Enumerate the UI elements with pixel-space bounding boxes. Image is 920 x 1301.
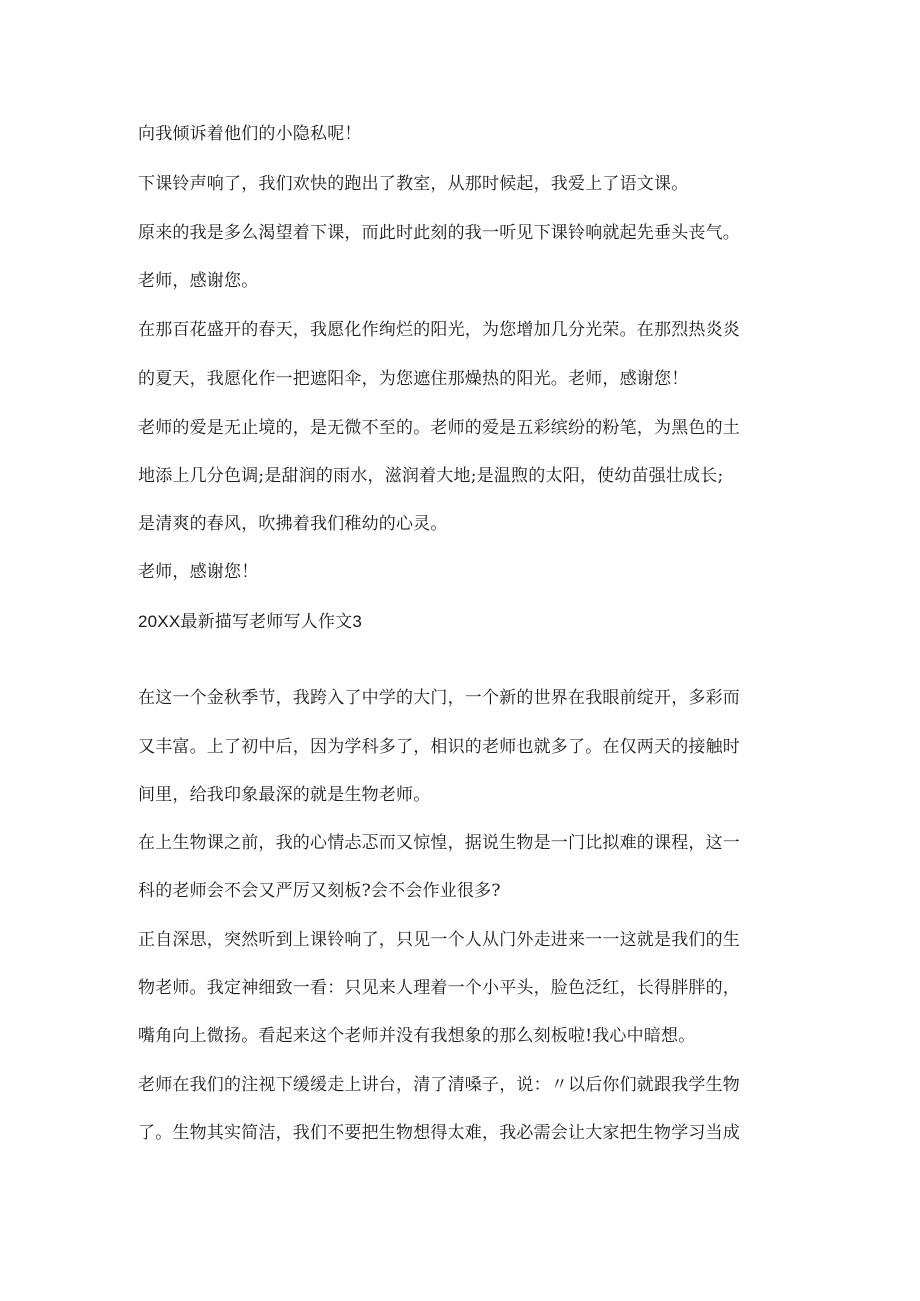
text-line: 在上生物课之前，我的心情忐忑而又惊惶，据说生物是一门比拟难的课程，这一 — [138, 833, 740, 853]
text-line: 老师，感谢您！ — [138, 562, 259, 582]
text-line: 向我倾诉着他们的小隐私呢！ — [138, 124, 362, 144]
text-line: 的夏天，我愿化作一把遮阳伞，为您遮住那燥热的阳光。老师，感谢您！ — [138, 369, 689, 389]
text-line: 在那百花盛开的春天，我愿化作绚烂的阳光，为您增加几分光荣。在那烈热炎炎 — [138, 320, 740, 340]
text-line: 嘴角向上微扬。看起来这个老师并没有我想象的那么刻板啦!我心中暗想。 — [138, 1026, 696, 1046]
text-line: 科的老师会不会又严厉又刻板?会不会作业很多? — [138, 881, 501, 901]
text-line: 在这一个金秋季节，我跨入了中学的大门，一个新的世界在我眼前绽开，多彩而 — [138, 688, 740, 708]
text-line: 间里，给我印象最深的就是生物老师。 — [138, 785, 431, 805]
text-line: 下课铃声响了，我们欢快的跑出了教室，从那时候起，我爱上了语文课。 — [138, 174, 689, 194]
text-line: 正自深思，突然听到上课铃响了，只见一个人从门外走进来一一这就是我们的生 — [138, 930, 740, 950]
text-line: 老师的爱是无止境的，是无微不至的。老师的爱是五彩缤纷的粉笔，为黑色的土 — [138, 418, 740, 438]
text-line: 老师，感谢您。 — [138, 271, 259, 291]
text-line: 原来的我是多么渴望着下课，而此时此刻的我一听见下课铃响就起先垂头丧气。 — [138, 223, 740, 243]
text-line: 了。生物其实简洁，我们不要把生物想得太难，我必需会让大家把生物学习当成 — [138, 1123, 740, 1143]
text-line: 物老师。我定神细致一看：只见来人理着一个小平头，脸色泛红，长得胖胖的， — [138, 978, 740, 998]
section-heading: 20XX最新描写老师写人作文3 — [138, 612, 363, 631]
text-line: 是清爽的春风，吹拂着我们稚幼的心灵。 — [138, 514, 448, 534]
text-line: 地添上几分色调;是甜润的雨水，滋润着大地;是温煦的太阳，使幼苗强壮成长; — [138, 466, 724, 486]
text-line: 老师在我们的注视下缓缓走上讲台，清了清嗓子，说：〃以后你们就跟我学生物 — [138, 1075, 740, 1095]
text-line: 又丰富。上了初中后，因为学科多了，相识的老师也就多了。在仅两天的接触时 — [138, 737, 740, 757]
